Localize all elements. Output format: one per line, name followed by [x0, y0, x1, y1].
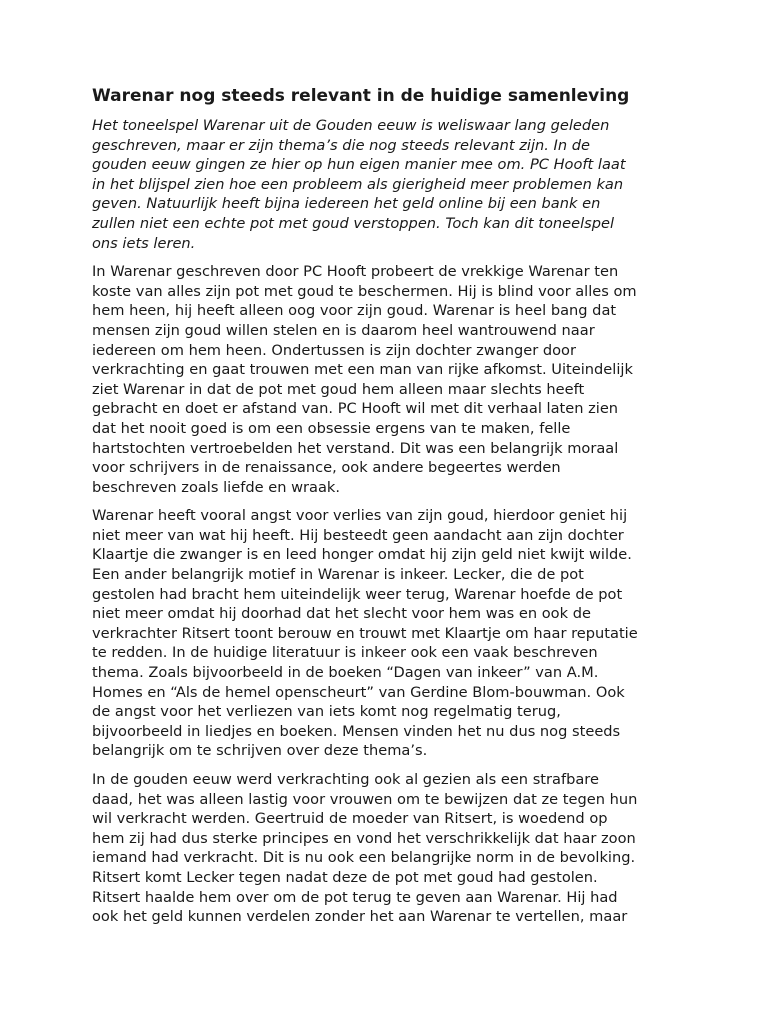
text-line: iemand had verkracht. Dit is nu ook een belangrijke norm in de bevolking.	[92, 849, 636, 867]
document-title: Warenar nog steeds relevant in de huidige samenleving	[92, 86, 630, 106]
text-line: geven. Natuurlijk heeft bijna iedereen het geld online bij een bank en	[92, 195, 601, 213]
text-line: verkrachting en gaat trouwen met een man van rijke afkomst. Uiteindelijk	[92, 361, 633, 379]
text-line: de angst voor het verliezen van iets komt nog regelmatig terug,	[92, 703, 561, 721]
text-line: ziet Warenar in dat de pot met goud hem alleen maar slechts heeft	[92, 380, 585, 398]
text-line: zullen niet een echte pot met goud verstoppen. Toch kan dit toneelspel	[92, 214, 615, 232]
text-line: geschreven, maar er zijn thema’s die nog steeds relevant zijn. In de	[92, 136, 590, 154]
text-line: wil verkracht werden. Geertruid de moeder van Ritsert, is woedend op	[92, 810, 608, 828]
text-line: niet meer van wat hij heeft. Hij besteedt geen aandacht aan zijn dochter	[92, 526, 624, 544]
text-line: gouden eeuw gingen ze hier op hun eigen manier mee om. PC Hooft laat	[92, 156, 626, 174]
text-line: In de gouden eeuw werd verkrachting ook al gezien als een strafbare	[92, 771, 599, 788]
body-paragraph-1	[92, 262, 678, 497]
text-line: hem heen, hij heeft alleen oog voor zijn goud. Warenar is heel bang dat	[92, 302, 617, 320]
text-line: bijvoorbeeld in liedjes en boeken. Mensen vinden het nu dus nog steeds	[92, 722, 621, 740]
text-line: voor schrijvers in de renaissance, ook andere begeertes werden	[92, 459, 561, 477]
text-line: iedereen om hem heen. Ondertussen is zijn dochter zwanger door	[92, 341, 576, 359]
text-line: Ritsert komt Lecker tegen nadat deze de pot met goud had gestolen.	[92, 868, 598, 886]
text-line: In Warenar geschreven door PC Hooft probeert de vrekkige Warenar ten	[92, 263, 619, 281]
text-line: verkrachter Ritsert toont berouw en trouwt met Klaartje om haar reputatie	[92, 624, 638, 642]
text-line: hartstochten vertroebelden het verstand. Dit was een belangrijk moraal	[92, 439, 619, 457]
text-line: gebracht en doet er afstand van. PC Hooft wil met dit verhaal laten zien	[92, 400, 619, 418]
text-line: beschreven zoals liefde en wraak.	[92, 478, 340, 496]
text-line: dat het nooit goed is om een obsessie ergens van te maken, felle	[92, 419, 571, 437]
text-line: hem zij had dus sterke principes en vond het verschrikkelijk dat haar zoon	[92, 829, 636, 847]
text-line: mensen zijn goud willen stelen en is daarom heel wantrouwend naar	[92, 321, 595, 339]
text-line: niet meer omdat hij doorhad dat het slecht voor hem was en ook de	[92, 605, 591, 623]
body-paragraph-3	[92, 770, 678, 927]
text-line: Een ander belangrijk motief in Warenar is inkeer. Lecker, die de pot	[92, 566, 584, 584]
text-line: koste van alles zijn pot met goud te beschermen. Hij is blind voor alles om	[92, 282, 637, 300]
text-line: thema. Zoals bijvoorbeeld in de boeken “Dagen van inkeer” van A.M.	[92, 664, 599, 682]
text-line: Homes en “Als de hemel openscheurt” van Gerdine Blom-bouwman. Ook	[92, 683, 625, 701]
intro-paragraph	[92, 116, 678, 253]
body-paragraph-2	[92, 506, 678, 761]
text-line: ook het geld kunnen verdelen zonder het aan Warenar te vertellen, maar	[92, 908, 628, 926]
text-line: Ritsert haalde hem over om de pot terug te geven aan Warenar. Hij had	[92, 888, 618, 906]
text-line: gestolen had bracht hem uiteindelijk weer terug, Warenar hoefde de pot	[92, 585, 623, 603]
text-line: daad, het was alleen lastig voor vrouwen om te bewijzen dat ze tegen hun	[92, 790, 638, 808]
text-line: te redden. In de huidige literatuur is inkeer ook een vaak beschreven	[92, 644, 598, 662]
text-line: belangrijk om te schrijven over deze thema’s.	[92, 742, 428, 760]
text-line: ons iets leren.	[92, 234, 196, 252]
document-page	[92, 84, 678, 936]
text-line: Warenar heeft vooral angst voor verlies van zijn goud, hierdoor geniet hij	[92, 507, 628, 525]
text-line: Klaartje die zwanger is en leed honger omdat hij zijn geld niet kwijt wilde.	[92, 546, 632, 564]
text-line: in het blijspel zien hoe een probleem als gierigheid meer problemen kan	[92, 175, 624, 193]
text-line: Het toneelspel Warenar uit de Gouden eeuw is weliswaar lang geleden	[92, 117, 610, 134]
